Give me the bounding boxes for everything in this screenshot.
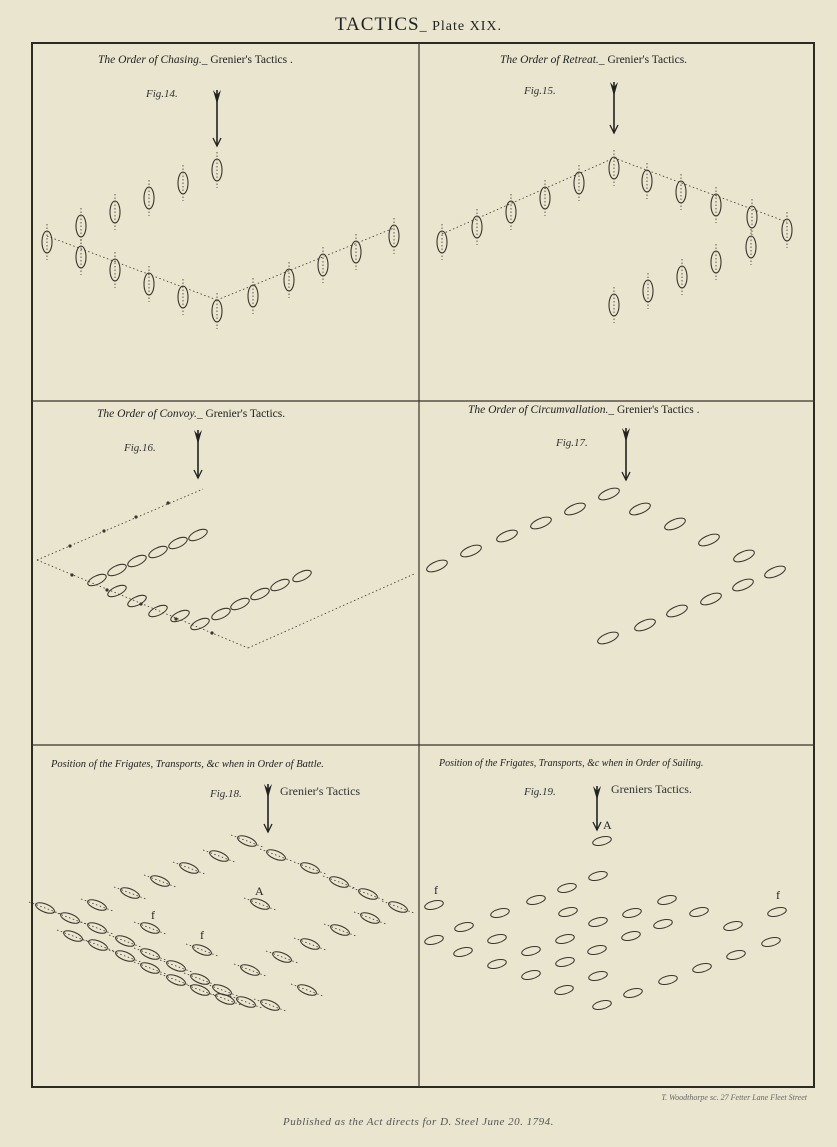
sailing-ship-16: [558, 906, 578, 918]
retreat-line-right: [614, 158, 787, 222]
point-label-f-battle-1: f: [151, 908, 155, 922]
convoy-ship-14: [249, 586, 271, 602]
fig-label-15: Fig.15.: [524, 85, 556, 97]
panel-title-battle: Position of the Frigates, Transports, &c when in Order of Battle.: [51, 759, 324, 770]
panel-title-circumvallation: The Order of Circumvallation._ Grenier's Tactics .: [468, 404, 700, 416]
sailing-ship-24: [555, 933, 575, 945]
sailing-ship-26: [621, 930, 641, 942]
convoy-escort-mark-3: [134, 515, 137, 518]
plate-title-main: TACTICS: [334, 14, 420, 35]
formation-lines: [29, 158, 787, 1011]
fig-label-17: Fig.17.: [556, 437, 588, 449]
sailing-ship-3: [557, 882, 577, 894]
convoy-ship-7: [106, 583, 128, 599]
point-label-f-sailing-1: f: [434, 883, 438, 897]
fig-label-18: Fig.18.: [210, 788, 242, 800]
convoy-escort-mark-8: [174, 617, 177, 620]
circumvallation-ship-14: [665, 603, 689, 620]
tactics-label-sailing: Greniers Tactics.: [611, 782, 692, 796]
circumvallation-ship-8: [663, 516, 687, 533]
sailing-ship-4: [526, 894, 546, 906]
circumvallation-ship-2: [459, 543, 483, 560]
convoy-ship-3: [126, 553, 148, 569]
convoy-ship-12: [210, 606, 232, 622]
engraver-credit: T. Woodthorpe sc. 27 Fetter Lane Fleet Street: [661, 1093, 807, 1102]
sailing-ship-20: [689, 906, 709, 918]
plate-title-sub: _ Plate XIX.: [419, 19, 503, 34]
fig-label-19: Fig.19.: [524, 786, 556, 798]
wind-arrows: [194, 82, 630, 832]
convoy-ship-1: [86, 572, 108, 588]
ship-markers: [34, 150, 792, 1012]
convoy-ship-5: [167, 535, 189, 551]
sailing-ship-32: [588, 970, 608, 982]
panel-grid: [32, 43, 815, 1087]
convoy-ship-15: [269, 577, 291, 593]
circumvallation-ship-5: [563, 501, 587, 518]
convoy-ship-11: [189, 616, 211, 632]
circumvallation-ship-6: [597, 486, 621, 503]
sailing-ship-31: [555, 956, 575, 968]
convoy-ship-9: [147, 603, 169, 619]
point-label-a-battle: A: [255, 884, 264, 898]
sailing-ship-25: [587, 944, 607, 956]
convoy-escort-mark-4: [166, 501, 169, 504]
chasing-line-right: [217, 228, 394, 300]
circumvallation-ship-16: [596, 630, 620, 647]
tactics-label-battle: Grenier's Tactics: [280, 784, 361, 798]
sailing-ship-5: [490, 907, 510, 919]
point-label-a-sailing: A: [603, 818, 612, 832]
sailing-ship-11: [726, 949, 746, 961]
sailing-ship-7: [424, 934, 444, 946]
sailing-ship-17: [588, 916, 608, 928]
circumvallation-ship-10: [732, 548, 756, 565]
circumvallation-ship-12: [731, 577, 755, 594]
convoy-ship-16: [291, 568, 313, 584]
circumvallation-ship-1: [425, 558, 449, 575]
circumvallation-ship-9: [697, 532, 721, 549]
convoy-escort-mark-2: [102, 529, 105, 532]
sailing-ship-9: [767, 906, 787, 918]
circumvallation-ship-4: [529, 515, 553, 532]
sailing-ship-1: [592, 835, 612, 847]
sailing-ship-33: [554, 984, 574, 996]
convoy-escort-mark-6: [105, 588, 108, 591]
sailing-ship-30: [521, 969, 541, 981]
sailing-ship-23: [521, 945, 541, 957]
convoy-ship-4: [147, 544, 169, 560]
convoy-ship-8: [126, 593, 148, 609]
sailing-ship-13: [658, 974, 678, 986]
circumvallation-ship-13: [699, 591, 723, 608]
sailing-ship-27: [653, 918, 673, 930]
publication-imprint: Published as the Act directs for D. Steel June 20. 1794.: [283, 1116, 554, 1128]
circumvallation-ship-15: [633, 617, 657, 634]
sailing-ship-2: [588, 870, 608, 882]
sailing-ship-14: [623, 987, 643, 999]
panel-title-convoy: The Order of Convoy._ Grenier's Tactics.: [97, 408, 286, 420]
convoy-escort-mark-5: [70, 573, 73, 576]
convoy-ship-13: [229, 596, 251, 612]
convoy-ship-10: [169, 608, 191, 624]
panel-title-retreat: The Order of Retreat._ Grenier's Tactics.: [500, 54, 688, 66]
sailing-ship-12: [692, 962, 712, 974]
fig-label-14: Fig.14.: [146, 88, 178, 100]
sailing-ship-21: [723, 920, 743, 932]
sailing-ship-6: [454, 921, 474, 933]
sailing-ship-29: [487, 958, 507, 970]
circumvallation-ship-11: [763, 564, 787, 581]
point-label-f-sailing-2: f: [776, 888, 780, 902]
sailing-ship-19: [657, 894, 677, 906]
panel-title-chasing: The Order of Chasing._ Grenier's Tactics .: [98, 54, 293, 66]
convoy-ship-2: [106, 562, 128, 578]
convoy-ship-6: [187, 527, 209, 543]
sailing-ship-22: [487, 933, 507, 945]
retreat-line-left: [442, 158, 614, 234]
convoy-outer-top: [37, 489, 203, 560]
sailing-ship-15: [592, 999, 612, 1011]
panel-title-sailing: Position of the Frigates, Transports, &c when in Order of Sailing.: [439, 758, 704, 769]
convoy-escort-mark-9: [210, 631, 213, 634]
circumvallation-ship-3: [495, 528, 519, 545]
point-label-f-battle-2: f: [200, 928, 204, 942]
sailing-ship-18: [622, 907, 642, 919]
sailing-ship-28: [453, 946, 473, 958]
sailing-ship-8: [424, 899, 444, 911]
convoy-escort-mark-1: [68, 544, 71, 547]
chasing-line-left: [47, 236, 217, 300]
fig-label-16: Fig.16.: [124, 442, 156, 454]
circumvallation-ship-7: [628, 501, 652, 518]
sailing-ship-10: [761, 936, 781, 948]
